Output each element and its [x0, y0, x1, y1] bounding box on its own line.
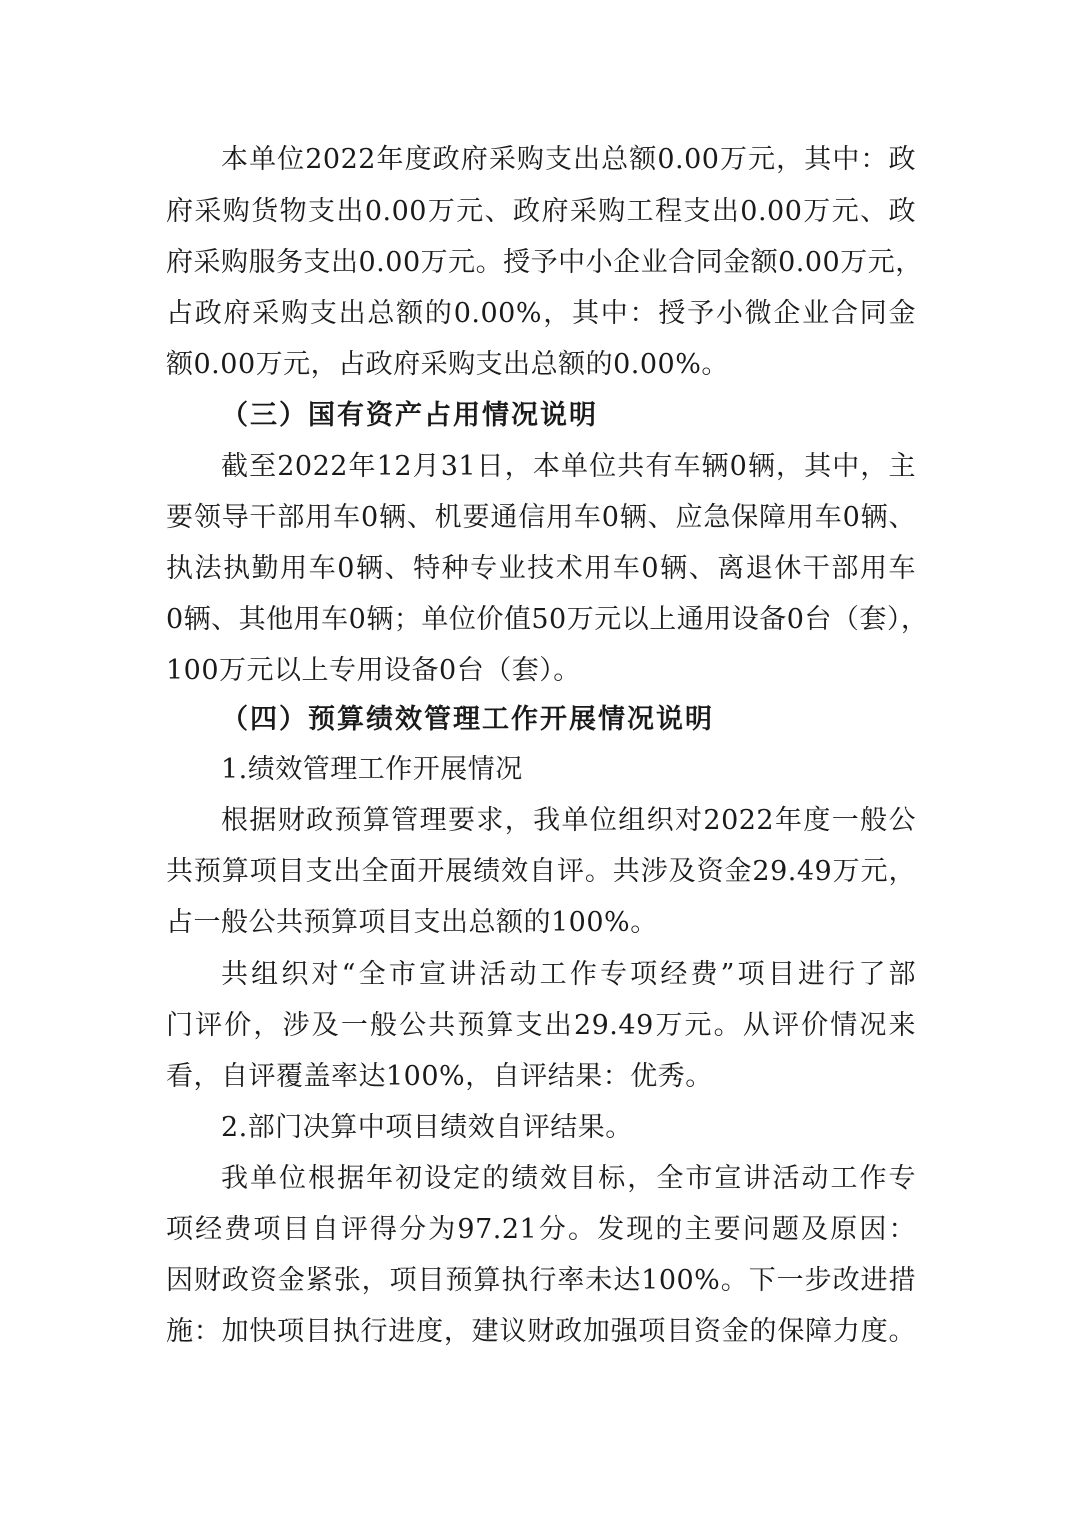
- assets-line-2: 要领导干部用车0辆、机要通信用车0辆、应急保障用车0辆、: [166, 502, 916, 533]
- section-heading-performance: （四）预算绩效管理工作开展情况说明: [221, 704, 714, 735]
- subheading-2: 2.部门决算中项目绩效自评结果。: [221, 1112, 633, 1143]
- procurement-line-5: 额0.00万元，占政府采购支出总额的0.00%。: [166, 349, 729, 380]
- perf2-line-3: 看，自评覆盖率达100%，自评结果：优秀。: [166, 1061, 713, 1092]
- section-heading-assets: （三）国有资产占用情况说明: [221, 400, 598, 431]
- procurement-line-1: 本单位2022年度政府采购支出总额0.00万元，其中：政: [221, 144, 916, 175]
- perf3-line-1: 我单位根据年初设定的绩效目标，全市宣讲活动工作专: [221, 1163, 916, 1194]
- perf1-line-3: 占一般公共预算项目支出总额的100%。: [166, 907, 658, 938]
- procurement-line-4: 占政府采购支出总额的0.00%，其中：授予小微企业合同金: [166, 298, 916, 329]
- assets-line-5: 100万元以上专用设备0台（套）。: [166, 655, 581, 686]
- perf2-line-1: 共组织对“全市宣讲活动工作专项经费”项目进行了部: [221, 959, 916, 990]
- perf1-line-1: 根据财政预算管理要求，我单位组织对2022年度一般公: [221, 805, 916, 836]
- assets-line-1: 截至2022年12月31日，本单位共有车辆0辆，其中，主: [221, 451, 916, 482]
- assets-line-4: 0辆、其他用车0辆；单位价值50万元以上通用设备0台（套），: [166, 604, 929, 635]
- procurement-line-2: 府采购货物支出0.00万元、政府采购工程支出0.00万元、政: [166, 196, 916, 227]
- subheading-1: 1.绩效管理工作开展情况: [221, 754, 523, 785]
- procurement-line-3: 府采购服务支出0.00万元。授予中小企业合同金额0.00万元，: [166, 247, 923, 278]
- perf3-line-2: 项经费项目自评得分为97.21分。发现的主要问题及原因：: [166, 1214, 916, 1245]
- perf1-line-2: 共预算项目支出全面开展绩效自评。共涉及资金29.49万元，: [166, 856, 916, 887]
- perf2-line-2: 门评价，涉及一般公共预算支出29.49万元。从评价情况来: [166, 1010, 916, 1041]
- perf3-line-3: 因财政资金紧张，项目预算执行率未达100%。下一步改进措: [166, 1265, 916, 1296]
- assets-line-3: 执法执勤用车0辆、特种专业技术用车0辆、离退休干部用车: [166, 553, 916, 584]
- perf3-line-4: 施：加快项目执行进度，建议财政加强项目资金的保障力度。: [166, 1316, 916, 1347]
